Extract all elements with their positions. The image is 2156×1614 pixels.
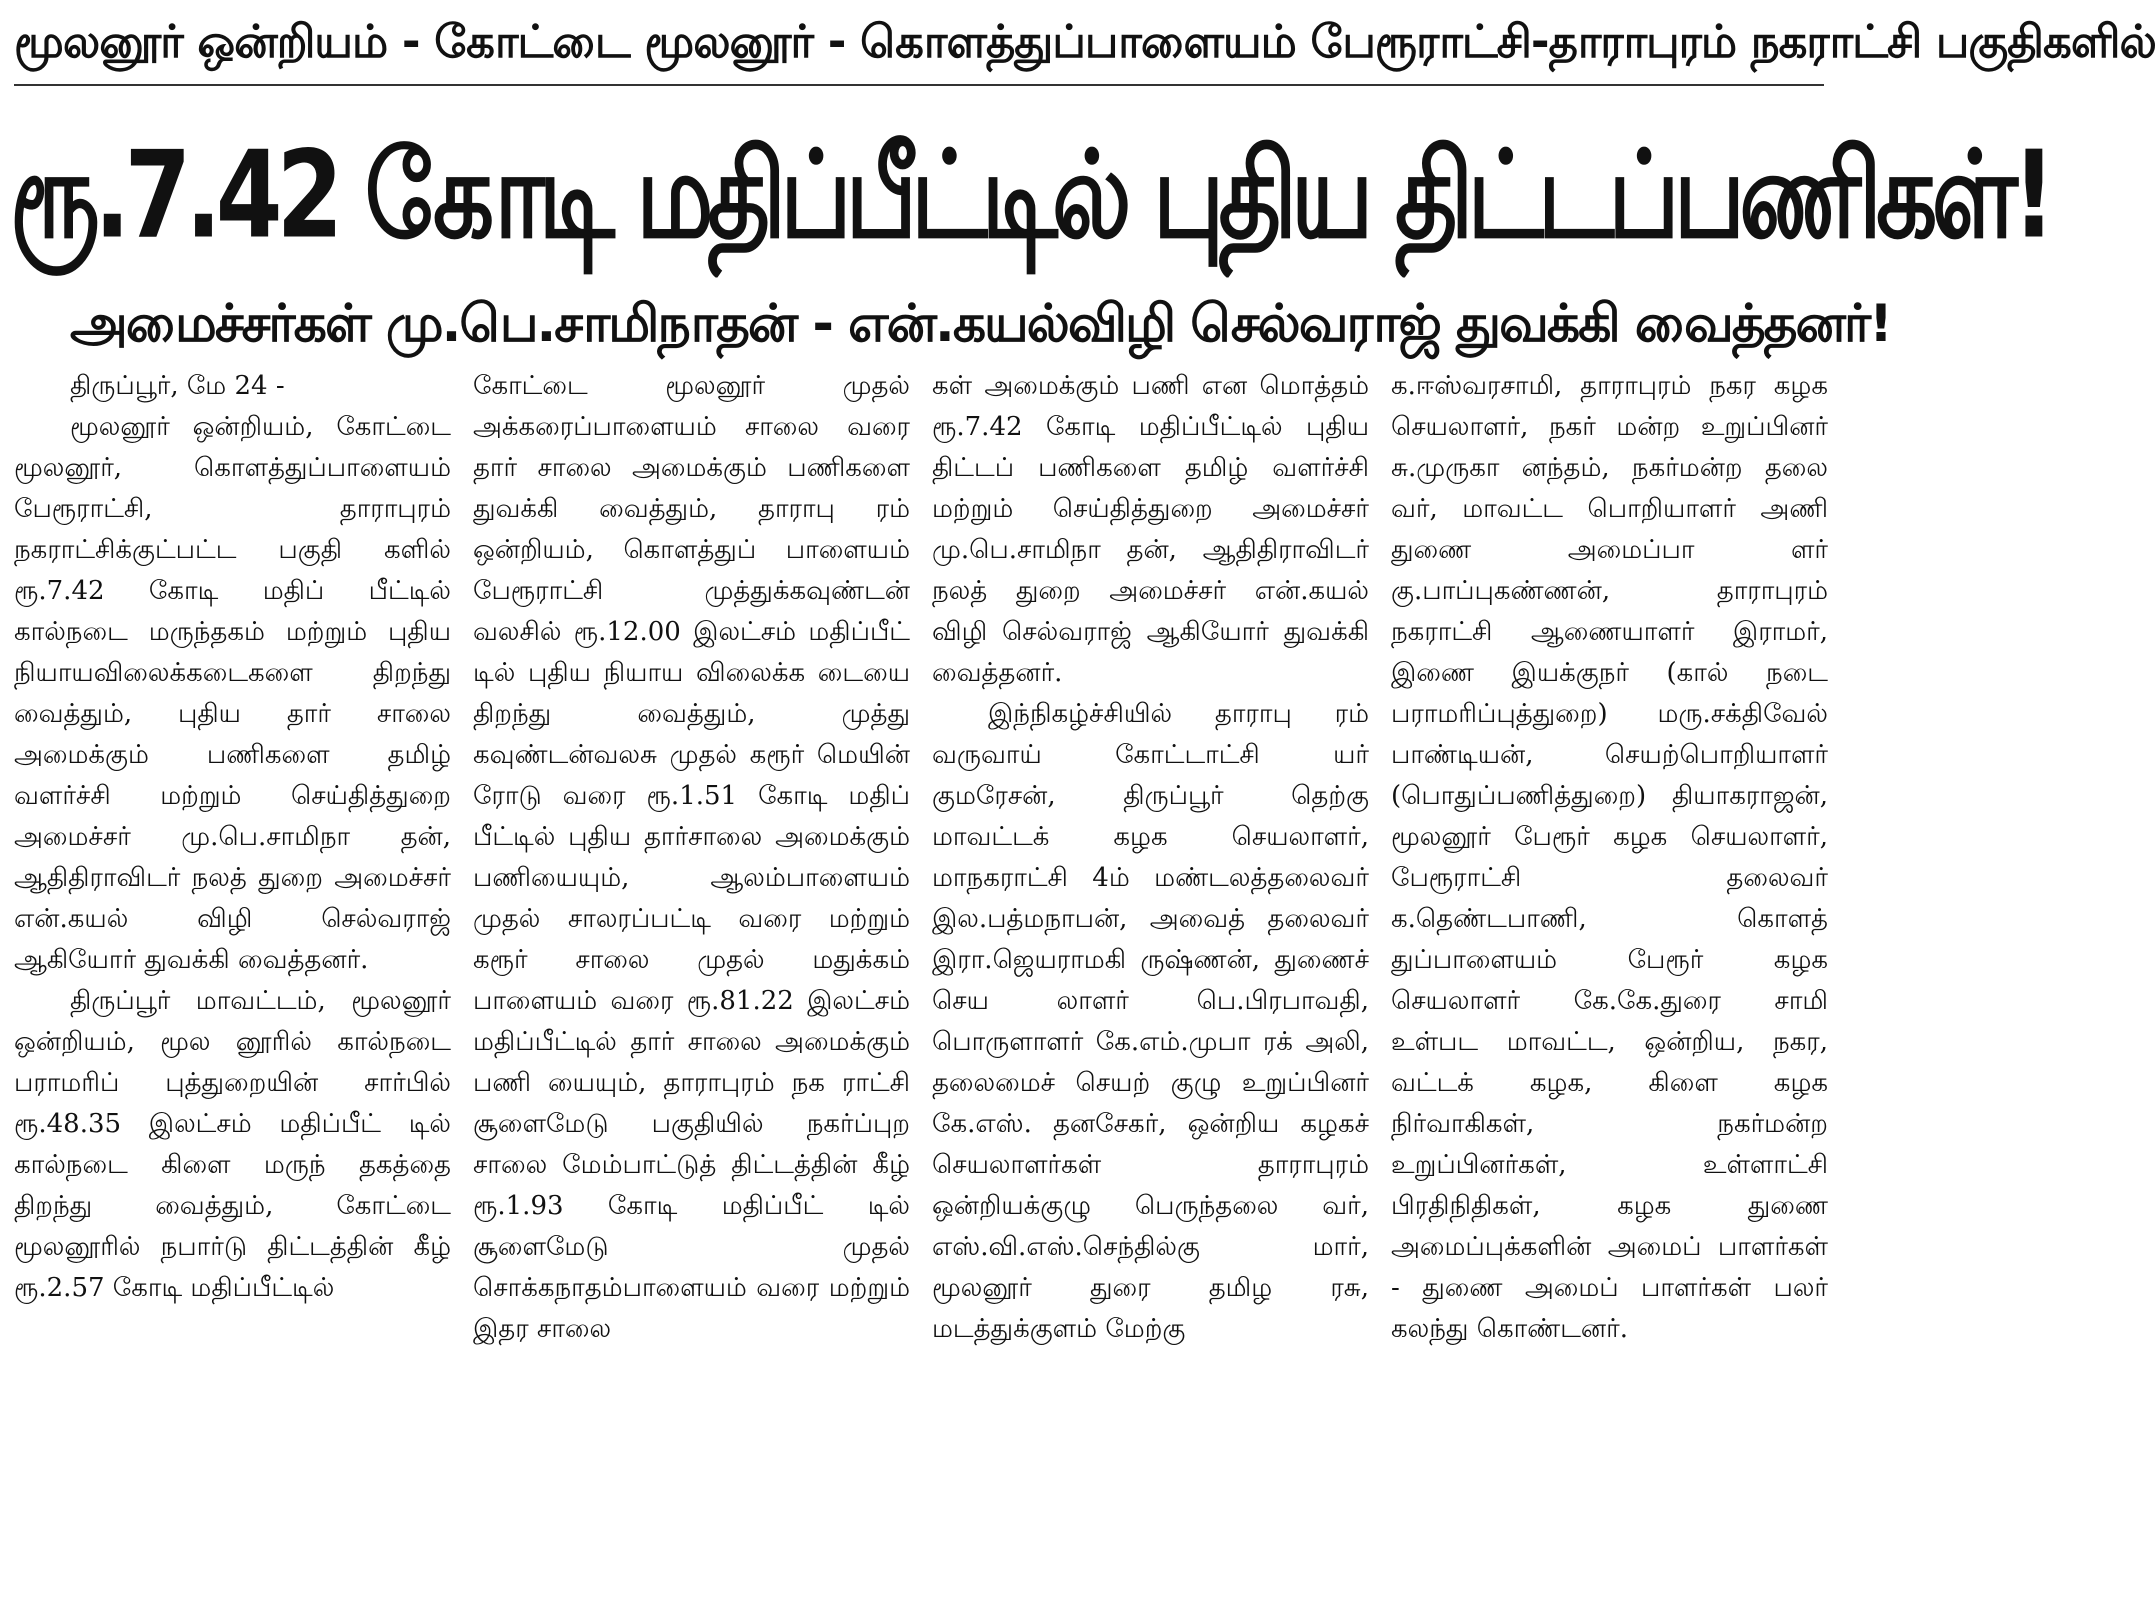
paragraph: மூலனூர் ஒன்றியம், கோட்டை மூலனூர், கொளத்துப்பாளையம் பேரூராட்சி, தாராபுரம் நகராட்சிக்குட்பட்ட பகுதி களில் ரூ.7.42 கோடி மதிப் பீட்டில் கால்நடை மருந்தகம் மற்றும் புதிய நியாயவிலைக்கடைகளை திறந்து வைத்தும், புதிய தார் சாலை அமைக்கும் பணிகளை தமிழ் வளர்ச்சி மற்றும் செய்தித்துறை அமைச்சர் மு.பெ.சாமிநா தன், ஆதிதிராவிடர் நலத் துறை அமைச்சர் என்.கயல் விழி செல்வராஜ் ஆகியோர் துவக்கி வைத்தனர். bbox=[14, 412, 451, 975]
article-body bbox=[14, 366, 1828, 1611]
article-subhead: அமைச்சர்கள் மு.பெ.சாமிநாதன் - என்.கயல்விழி செல்வராஜ் துவக்கி வைத்தனர்! bbox=[70, 294, 1891, 354]
column-4 bbox=[1391, 366, 1828, 1611]
paragraph: திருப்பூர் மாவட்டம், மூலனூர் ஒன்றியம், மூல னூரில் கால்நடை பராமரிப் புத்துறையின் சார்பில் ரூ.48.35 இலட்சம் மதிப்பீட் டில் கால்நடை கிளை மருந் தகத்தை திறந்து வைத்தும், கோட்டை மூலனூரில் நபார்டு திட்டத்தின் கீழ் ரூ.2.57 கோடி மதிப்பீட்டில் bbox=[14, 986, 451, 1303]
article-headline: ரூ.7.42 கோடி மதிப்பீட்டில் புதிய திட்டப்பணிகள்! bbox=[10, 125, 2050, 265]
paragraph: இந்நிகழ்ச்சியில் தாராபு ரம் வருவாய் கோட்டாட்சி யர் குமரேசன், திருப்பூர் தெற்கு மாவட்டக் கழக செயலாளர், மாநகராட்சி 4ம் மண்டலத்தலைவர் இல.பத்மநாபன், அவைத் தலைவர் இரா.ஜெயராமகி ருஷ்ணன், துணைச் செய லாளர் பெ.பிரபாவதி, பொருளாளர் கே.எம்.முபா ரக் அலி, தலைமைச் செயற் குழு உறுப்பினர் கே.எஸ். தனசேகர், ஒன்றிய கழகச் செயலாளர்கள் தாராபுரம் ஒன்றியக்குழு பெருந்தலை வர், எஸ்.வி.எஸ்.செந்தில்கு மார், மூலனூர் துரை தமிழ ரசு, மடத்துக்குளம் மேற்கு bbox=[932, 699, 1369, 1344]
paragraph: க.ஈஸ்வரசாமி, தாராபுரம் நகர கழக செயலாளர், நகர் மன்ற உறுப்பினர் சு.முருகா னந்தம், நகர்மன்ற தலை வர், மாவட்ட பொறியாளர் அணி துணை அமைப்பா ளர் கு.பாப்புகண்ணன், தாராபுரம் நகராட்சி ஆணையாளர் இராமர், இணை இயக்குநர் (கால் நடை பராமரிப்புத்துறை) மரு.சக்திவேல் பாண்டியன், செயற்பொறியாளர் (பொதுப்பணித்துறை) தியாகராஜன், மூலனூர் பேரூர் கழக செயலாளர், பேரூராட்சி தலைவர் க.தெண்டபாணி, கொளத் துப்பாளையம் பேரூர் கழக செயலாளர் கே.கே.துரை சாமி உள்பட மாவட்ட, ஒன்றிய, நகர, வட்டக் கழக, கிளை கழக நிர்வாகிகள், நகர்மன்ற உறுப்பினர்கள், உள்ளாட்சி பிரதிநிதிகள், கழக துணை அமைப்புக்களின் அமைப் பாளர்கள் - துணை அமைப் பாளர்கள் பலர் கலந்து கொண்டனர். bbox=[1391, 371, 1828, 1344]
paragraph: கோட்டை மூலனூர் முதல் அக்கரைப்பாளையம் சாலை வரை தார் சாலை அமைக்கும் பணிகளை துவக்கி வைத்தும், தாராபு ரம் ஒன்றியம், கொளத்துப் பாளையம் பேரூராட்சி முத்துக்கவுண்டன் வலசில் ரூ.12.00 இலட்சம் மதிப்பீட் டில் புதிய நியாய விலைக்க டையை திறந்து வைத்தும், முத்து கவுண்டன்வலசு முதல் கரூர் மெயின் ரோடு வரை ரூ.1.51 கோடி மதிப் பீட்டில் புதிய தார்சாலை அமைக்கும் பணியையும், ஆலம்பாளையம் முதல் சாலரப்பட்டி வரை மற்றும் கரூர் சாலை முதல் மதுக்கம் பாளையம் வரை ரூ.81.22 இலட்சம் மதிப்பீட்டில் தார் சாலை அமைக்கும் பணி யையும், தாராபுரம் நக ராட்சி சூளைமேடு பகுதியில் நகர்ப்புற சாலை மேம்பாட்டுத் திட்டத்தின் கீழ் ரூ.1.93 கோடி மதிப்பீட் டில் சூளைமேடு முதல் சொக்கநாதம்பாளையம் வரை மற்றும் இதர சாலை bbox=[473, 371, 910, 1344]
kicker-divider bbox=[14, 84, 1824, 86]
article-kicker: மூலனூர் ஒன்றியம் - கோட்டை மூலனூர் - கொளத்துப்பாளையம் பேரூராட்சி-தாராபுரம் நகராட்சி பகுதிகளில் bbox=[14, 15, 2156, 68]
column-3 bbox=[932, 366, 1369, 1611]
column-2 bbox=[473, 366, 910, 1611]
column-1 bbox=[14, 366, 451, 1611]
dateline: திருப்பூர், மே 24 - bbox=[70, 371, 285, 401]
paragraph: கள் அமைக்கும் பணி என மொத்தம் ரூ.7.42 கோடி மதிப்பீட்டில் புதிய திட்டப் பணிகளை தமிழ் வளர்ச்சி மற்றும் செய்தித்துறை அமைச்சர் மு.பெ.சாமிநா தன், ஆதிதிராவிடர் நலத் துறை அமைச்சர் என்.கயல் விழி செல்வராஜ் ஆகியோர் துவக்கி வைத்தனர். bbox=[932, 371, 1369, 688]
